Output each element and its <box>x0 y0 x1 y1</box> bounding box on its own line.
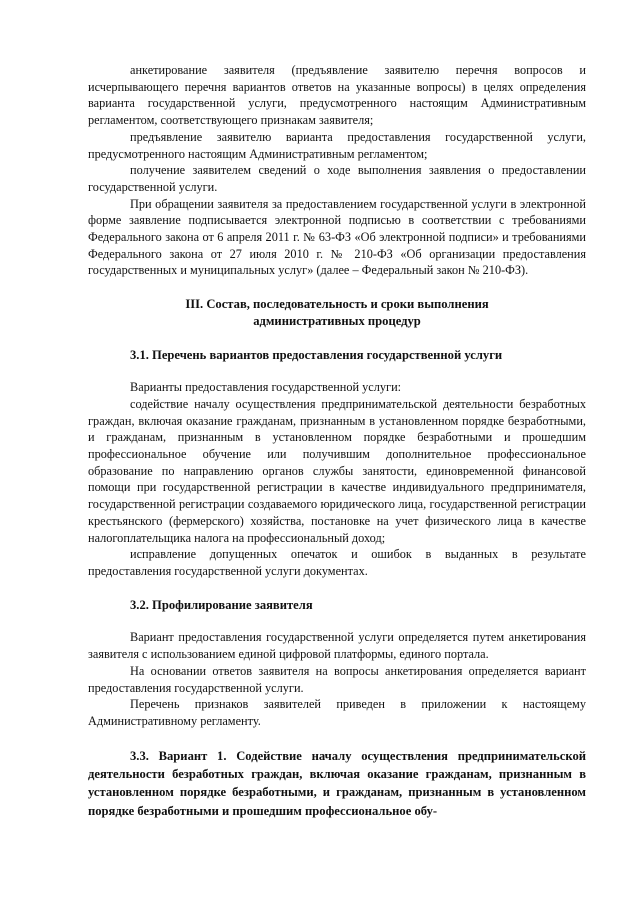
subsection-3-1-intro: Варианты предоставления государственной услуги: <box>130 380 402 395</box>
subsection-3-2-paragraph-1: Вариант предоставления государственной услуги определяется путем анкетирования заявителя с использованием единой цифровой платформы, единого портала. <box>88 630 586 662</box>
spacer <box>88 730 586 747</box>
paragraph-variant-presentation: предъявление заявителю варианта предоставления государственной услуги, предусмотренного настоящим Административным регламентом; <box>88 129 586 161</box>
spacer <box>88 363 586 379</box>
subsection-3-2-paragraph-2: На основании ответов заявителя на вопросы анкетирования определяется вариант предоставления государственной услуги. <box>88 663 586 695</box>
spacer <box>88 279 586 296</box>
spacer <box>88 613 586 629</box>
subsection-3-1-variant-2: исправление допущенных опечаток и ошибок в выданных в результате предоставления государственной услуги документах. <box>88 547 586 578</box>
spacer <box>88 330 586 347</box>
subsection-3-2-paragraph-3: Перечень признаков заявителей приведен в приложении к настоящему Административному регламенту. <box>88 697 586 728</box>
spacer <box>88 580 586 597</box>
section-3-title <box>88 296 586 329</box>
section-3-title-line2: административных процедур <box>253 313 421 328</box>
subsection-3-2-heading: 3.2. Профилирование заявителя <box>130 597 313 612</box>
subsection-3-3-heading: 3.3. Вариант 1. Содействие началу осуществления предпринимательской деятельности безработных граждан, включая оказание гражданам, признанным в установленном порядке безработными, и гражданам, признанным в установленном порядке безработными и прошедшим профессиональное обу- <box>88 748 586 818</box>
paragraph-status-info: получение заявителем сведений о ходе выполнения заявления о предоставлении государственной услуги. <box>88 163 586 194</box>
paragraph-electronic-signature: При обращении заявителя за предоставлением государственной услуги в электронной форме заявление подписывается электронной подписью в соответствии с требованиями Федерального закона от 6 апреля 2011 г. № 63-ФЗ «Об электронной подписи» и требованиями Федерального закона от 27 июля 2010 г. № 210-ФЗ «Об организации предоставления государственных и муниципальных услуг» (далее – Федеральный закон № 210-ФЗ). <box>88 196 586 278</box>
subsection-3-1-variant-1: содействие началу осуществления предпринимательской деятельности безработных граждан, включая оказание гражданам, признанным в установленном порядке безработными, и гражданам, признанным в установленном порядке безработными и прошедшим профессиональное обучение или получившим дополнительное профессиональное образование по направлению органов службы занятости, единовременной финансовой помощи при государственной регистрации в качестве индивидуального предпринимателя, государственной регистрации создаваемого юридического лица, государственной регистрации крестьянского (фермерского) хозяйства, постановке на учет физического лица в качестве налогоплательщика налога на профессиональный доход; <box>88 396 586 545</box>
document-page <box>88 62 586 820</box>
subsection-3-1-heading: 3.1. Перечень вариантов предоставления государственной услуги <box>130 347 503 362</box>
section-3-title-line1: III. Состав, последовательность и сроки выполнения <box>185 297 489 312</box>
paragraph-questionnaire: анкетирование заявителя (предъявление заявителю перечня вопросов и исчерпывающего перечня вариантов ответов на указанные вопросы) в целях определения варианта государственной услуги, предусмотренного настоящим Административным регламентом, соответствующего признакам заявителя; <box>88 63 586 128</box>
